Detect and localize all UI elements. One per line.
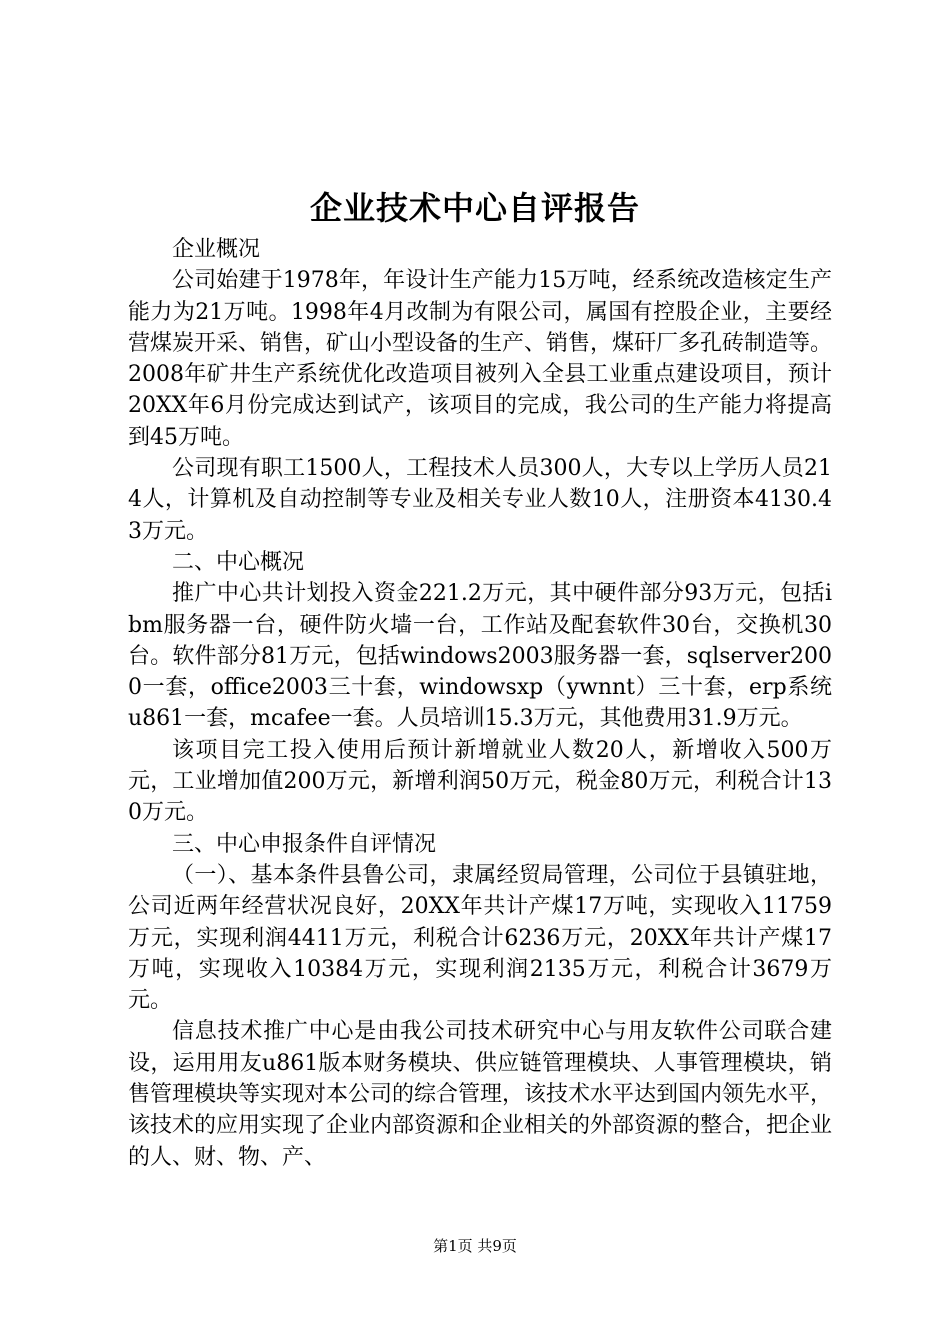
paragraph: 公司始建于1978年，年设计生产能力15万吨，经系统改造核定生产能力为21万吨。1998年4月改制为有限公司，属国有控股企业，主要经营煤炭开采、销售，矿山小型设备的生产、销售，煤矸厂多孔砖制造等。2008年矿井生产系统优化改造项目被列入全县工业重点建设项目，预计20XX年6月份完成达到试产，该项目的完成，我公司的生产能力将提高到45万吨。 bbox=[128, 268, 833, 450]
paragraph: 该项目完工投入使用后预计新增就业人数20人，新增收入500万元，工业增加值200万元，新增利润50万元，税金80万元，利税合计130万元。 bbox=[128, 737, 832, 826]
document-body bbox=[128, 234, 832, 1173]
section-heading: 三、中心申报条件自评情况 bbox=[172, 831, 437, 857]
paragraph: 信息技术推广中心是由我公司技术研究中心与用友软件公司联合建设，运用用友u861版本财务模块、供应链管理模块、人事管理模块，销售管理模块等实现对本公司的综合管理，该技术水平达到国内领先水平，该技术的应用实现了企业内部资源和企业相关的外部资源的整合，把企业的人、财、物、产、 bbox=[128, 1019, 833, 1170]
paragraph: 公司现有职工1500人，工程技术人员300人，大专以上学历人员214人，计算机及自动控制等专业及相关专业人数10人，注册资本4130.43万元。 bbox=[128, 456, 832, 544]
document-title: 企业技术中心自评报告 bbox=[309, 189, 640, 227]
paragraph: （一）、基本条件县鲁公司，隶属经贸局管理，公司位于县镇驻地，公司近两年经营状况良好，20XX年共计产煤17万吨，实现收入11759万元，实现利润4411万元，利税合计6236万元，20XX年共计产煤17万吨，实现收入10384万元，实现利润2135万元，利税合计3679万元。 bbox=[128, 862, 832, 1014]
section-heading: 二、中心概况 bbox=[172, 549, 305, 575]
paragraph: 推广中心共计划投入资金221.2万元，其中硬件部分93万元，包括ibm服务器一台，硬件防火墙一台，工作站及配套软件30台，交换机30台。软件部分81万元，包括windows2003服务器一套，sqlserver2000一套，office2003三十套，windowsxp（ywnnt）三十套，erp系统u861一套，mcafee一套。人员培训15.3万元，其他费用31.9万元。 bbox=[128, 581, 832, 732]
section-heading: 企业概况 bbox=[172, 237, 261, 262]
page-number-footer: 第1页 共9页 bbox=[433, 1237, 517, 1255]
